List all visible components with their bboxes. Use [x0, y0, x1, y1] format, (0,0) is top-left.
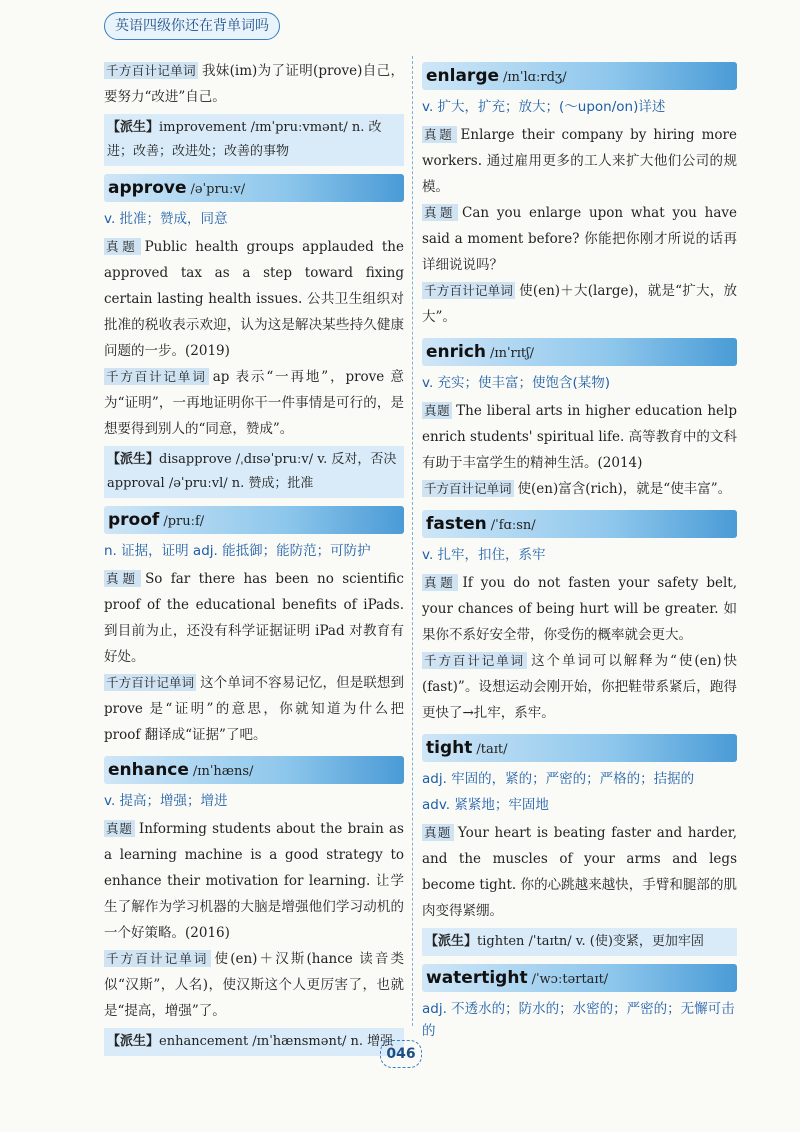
right-column	[422, 58, 737, 1046]
word-heading-fasten	[422, 510, 737, 538]
part-of-speech: v. 批准；赞成，同意	[104, 211, 228, 227]
column-divider	[412, 56, 413, 1026]
example-text: Your heart is beating faster and harder, and the muscles of your arms and legs become tight. 你的心跳越来越快，手臂和腿部的肌肉变得紧绷。	[422, 825, 737, 919]
example-sentence	[104, 566, 404, 670]
zhenti-label: 真题	[424, 575, 457, 590]
part-of-speech-adv: adv. 紧紧地；牢固地	[422, 797, 549, 813]
memory-text: 使(en)富含(rich)，就是“使丰富”。	[517, 481, 732, 497]
example-text: Enlarge their company by hiring more workers. 通过雇用更多的工人来扩大他们公司的规模。	[422, 127, 737, 195]
headword: fasten	[426, 514, 487, 534]
book-title-tab: 英语四级你还在背单词吗	[104, 12, 280, 40]
part-of-speech: v. 提高；增强；增进	[104, 793, 228, 809]
memory-text: ap 表示“一再地”，prove 意为“证明”，一再地证明你干一件事情是可行的，是想要得到别人的“同意，赞成”。	[104, 369, 404, 437]
example-sentence	[422, 398, 737, 476]
example-text: So far there has been no scientific proof of the educational benefits of iPads. 到目前为止，还没有科学证据证明 iPad 对教育有好处。	[104, 571, 404, 665]
zhenti-label: 真题	[424, 403, 451, 418]
derivation	[422, 928, 737, 956]
memory-tip	[422, 476, 737, 502]
derivation	[104, 446, 404, 498]
memory-text: 使(en)＋汉斯(hance 读音类似“汉斯”，人名)，使汉斯这个人更厉害了，也就是“提高，增强”了。	[104, 951, 404, 1019]
memory-text: 这个单词可以解释为“使(en)快(fast)”。设想运动会刚开始，你把鞋带系紧后，跑得更快了→扎牢，系牢。	[422, 653, 737, 721]
memory-text: 这个单词不容易记忆，但是联想到 prove 是“证明”的意思，你就知道为什么把 proof 翻译成“证据”了吧。	[104, 675, 404, 743]
zhenti-label: 真题	[424, 205, 456, 220]
word-heading-enhance	[104, 756, 404, 784]
word-heading-enrich	[422, 338, 737, 366]
derivation-label: 【派生】	[425, 934, 478, 949]
zhenti-label: 真题	[106, 821, 133, 836]
memory-tip	[422, 278, 737, 330]
phonetic: /ɪnˈhæns/	[192, 764, 254, 779]
memory-tip	[422, 648, 737, 726]
derivation-text: enhancement /ɪnˈhænsmənt/ n. 增强	[159, 1034, 394, 1049]
derivation-label: 【派生】	[107, 120, 160, 135]
phonetic: /taɪt/	[476, 742, 508, 757]
word-heading-watertight	[422, 964, 737, 992]
derivation-improve	[104, 114, 404, 166]
headword: proof	[108, 510, 160, 530]
part-of-speech: adj. 牢固的，紧的；严密的；严格的；拮据的	[422, 771, 695, 787]
example-sentence	[422, 570, 737, 648]
example-text: The liberal arts in higher education help enrich students' spiritual life. 高等教育中的文科有助于丰富学生的精神生活。(2014)	[422, 403, 737, 471]
memory-label: 千方百计记单词	[106, 951, 209, 966]
part-of-speech: adj. 不透水的；防水的；水密的；严密的；无懈可击的	[422, 1001, 735, 1039]
zhenti-label: 真题	[424, 127, 455, 142]
memory-tip	[104, 364, 404, 442]
memory-label: 千方百计记单词	[106, 369, 207, 384]
example-sentence	[422, 200, 737, 278]
zhenti-label: 真题	[106, 239, 139, 254]
memory-text: 使(en)＋大(large)，就是“扩大，放大”。	[422, 283, 737, 325]
word-heading-tight	[422, 734, 737, 762]
example-sentence	[104, 816, 404, 946]
headword: watertight	[426, 968, 528, 988]
headword: enhance	[108, 760, 189, 780]
word-heading-approve	[104, 174, 404, 202]
phonetic: /ˈwɔːtərtaɪt/	[531, 972, 609, 987]
example-sentence	[422, 820, 737, 924]
phonetic: /ɪnˈrɪtʃ/	[490, 346, 535, 361]
phonetic: /ɪnˈlɑːrdʒ/	[503, 70, 567, 85]
memory-label: 千方百计记单词	[424, 283, 514, 298]
left-column	[104, 58, 404, 1060]
example-text: Public health groups applauded the approved tax as a step toward fixing certain lasting health issues. 公共卫生组织对批准的税收表示欢迎，认为这是解决某些持久健康问题的一步。(2019)	[104, 239, 404, 359]
derivation-text: improvement /ɪmˈpruːvmənt/ n. 改进；改善；改进处；改善的事物	[107, 120, 382, 159]
example-sentence	[422, 122, 737, 200]
phonetic: /ˈfɑːsn/	[490, 518, 536, 533]
memory-text: 我妹(im)为了证明(prove)自己，要努力“改进”自己。	[104, 63, 404, 105]
headword: approve	[108, 178, 187, 198]
word-heading-enlarge	[422, 62, 737, 90]
memory-label: 千方百计记单词	[106, 675, 195, 690]
derivation-label: 【派生】	[107, 452, 160, 467]
headword: enrich	[426, 342, 487, 362]
example-text: Can you enlarge upon what you have said a moment before? 你能把你刚才所说的话再详细说说吗？	[422, 205, 737, 273]
part-of-speech: v. 扎牢，扣住，系牢	[422, 547, 546, 563]
phonetic: /pruːf/	[163, 514, 205, 529]
derivation-label: 【派生】	[107, 1034, 160, 1049]
memory-tip-improve	[104, 58, 404, 110]
part-of-speech: v. 充实；使丰富；使饱含(某物)	[422, 375, 611, 391]
part-of-speech: v. 扩大，扩充；放大；(～upon/on)详述	[422, 99, 666, 115]
memory-tip	[104, 946, 404, 1024]
example-text: Informing students about the brain as a learning machine is a good strategy to enhance their motivation for learning. 让学生了解作为学习机器的大脑是增强他们学习动机的一个好策略。(2016)	[104, 821, 404, 941]
zhenti-label: 真题	[106, 571, 140, 586]
derivation-text: tighten /ˈtaɪtn/ v. (使)变紧，更加牢固	[477, 934, 704, 949]
example-text: If you do not fasten your safety belt, your chances of being hurt will be greater. 如果你不系好安全带，你受伤的概率就会更大。	[422, 575, 737, 643]
phonetic: /əˈpruːv/	[190, 182, 246, 197]
word-heading-proof	[104, 506, 404, 534]
memory-label: 千方百计记单词	[424, 481, 512, 496]
derivation-text: disapprove /ˌdɪsəˈpruːv/ v. 反对，否决 approval /əˈpruːvl/ n. 赞成；批准	[107, 452, 397, 491]
memory-tip	[104, 670, 404, 748]
derivation	[104, 1028, 404, 1056]
page-number: 046	[380, 1040, 422, 1068]
memory-label: 千方百计记单词	[424, 653, 526, 668]
part-of-speech: n. 证据，证明 adj. 能抵御；能防范；可防护	[104, 543, 371, 559]
headword: tight	[426, 738, 473, 758]
zhenti-label: 真题	[424, 825, 452, 840]
memory-label: 千方百计记单词	[106, 63, 196, 78]
headword: enlarge	[426, 66, 500, 86]
example-sentence	[104, 234, 404, 364]
